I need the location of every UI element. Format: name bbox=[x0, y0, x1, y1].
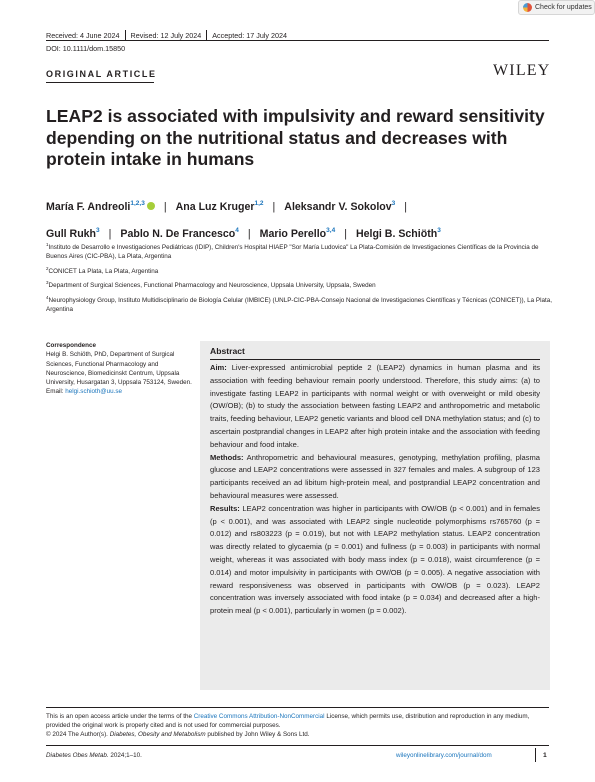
page-number: 1 bbox=[543, 752, 547, 759]
author-affiliation-ref: 3,4 bbox=[326, 227, 336, 234]
author-name[interactable]: María F. Andreoli bbox=[46, 201, 131, 213]
header-rule bbox=[46, 40, 549, 41]
publisher-logo: WILEY bbox=[493, 62, 551, 79]
author-affiliation-ref: 3 bbox=[391, 200, 396, 207]
footer-rule bbox=[46, 707, 549, 708]
check-for-updates-label: Check for updates bbox=[535, 4, 592, 11]
author-name[interactable]: Ana Luz Kruger bbox=[175, 201, 255, 213]
license-link[interactable]: Creative Commons Attribution-NonCommercial bbox=[193, 713, 325, 720]
author-affiliation-ref: 1,2 bbox=[254, 200, 264, 207]
abstract-heading: Abstract bbox=[210, 346, 245, 356]
license-notice: This is an open access article under the terms of the Creative Commons Attribution-NonCommercial License, which permits use, distribution and reproduction in any medium, provided the original work is properly cited and is not used for commercial purposes. © 2024 The Author(s). Diabetes, Obesity and Metabolism published by John Wiley & Sons Ltd. bbox=[46, 713, 530, 739]
email-link[interactable]: helgi.schioth@uu.se bbox=[65, 388, 123, 396]
correspondence-heading: Correspondence bbox=[46, 342, 97, 349]
article-type: ORIGINAL ARTICLE bbox=[46, 69, 157, 79]
divider bbox=[535, 748, 536, 762]
abstract-results: Results: LEAP2 concentration was higher in participants with OW/OB (p < 0.001) and in females (p < 0.001), and was associated with LEAP2 single nucleotide polymorphisms rs765760 (p = 0.012) and rs803223 (p = 0.019), but not with LEAP2 methylation status. LEAP2 concentration was directly related to glycaemia (p = 0.001) and fullness (p = 0.003) in participants with normal weight, whereas it was associated with body mass index (p = 0.018), waist circumference (p = 0.014) and motor impulsivity in participants with OW/OB (p = 0.005). A negative association with reward responsiveness was observed in participants with OW/OB (p = 0.023). LEAP2 concentration was inversely associated with food intake (p = 0.034) and decreased after a high-protein meal (p < 0.001), particularly in women (p = 0.002). bbox=[210, 503, 540, 616]
author-name[interactable]: Helgi B. Schiöth bbox=[355, 228, 438, 240]
doi[interactable]: DOI: 10.1111/dom.15850 bbox=[46, 44, 126, 53]
author-affiliation-ref: 3 bbox=[96, 227, 100, 234]
received-date: Received: 4 June 2024 bbox=[46, 31, 120, 40]
abstract-methods: Methods: Anthropometric and behavioural measures, genotyping, methylation profiling, plasma glucose and LEAP2 concentrations were assessed in 327 females and males. A subgroup of 123 participants received an ad libitum high-protein meal, and postprandial LEAP2 concentration and behavioural measures were assessed. bbox=[210, 452, 540, 500]
affiliation: $^2$CONICET La Plata, La Plata, Argentina bbox=[46, 266, 159, 275]
author-affiliation-ref: 4 bbox=[235, 227, 239, 234]
article-title: LEAP2 is associated with impulsivity and reward sensitivity depending on the nutritional status and decreases with protein intake in humans bbox=[46, 106, 545, 169]
author-name[interactable]: Aleksandr V. Sokolov bbox=[284, 201, 392, 213]
author-name[interactable]: Pablo N. De Francesco bbox=[120, 228, 236, 240]
author-list: María F. Andreoli$^{1,2,3}$ | Ana Luz Kruger$^{1,2}$ | Aleksandr V. Sokolov$^3$ | Gull Rukh$^3$ | Pablo N. De Francesco$^4$ | Mario Perello$^{3,4}$ | Helgi B. Schiöth$^3$ bbox=[46, 200, 441, 240]
footer-rule bbox=[46, 745, 549, 746]
citation: Diabetes Obes Metab. 2024;1–10. bbox=[46, 752, 142, 759]
journal-url[interactable]: wileyonlinelibrary.com/journal/dom bbox=[396, 752, 492, 759]
correspondence-body: Helgi B. Schiöth, PhD, Department of Surgical Sciences, Functional Pharmacology and Neuroscience, Biomedicinskt Centrum, Uppsala University, Husargatan 3, Uppsala 753124, Sweden. bbox=[46, 351, 192, 387]
revised-date: Revised: 12 July 2024 bbox=[130, 31, 202, 40]
author-name[interactable]: Mario Perello bbox=[259, 228, 327, 240]
abstract-rule bbox=[210, 359, 540, 360]
orcid-icon[interactable] bbox=[147, 202, 155, 210]
abstract-body bbox=[210, 362, 540, 618]
article-type-rule bbox=[46, 82, 154, 83]
correspondence bbox=[46, 341, 194, 397]
crossmark-icon bbox=[523, 3, 532, 12]
check-for-updates-button[interactable] bbox=[518, 0, 595, 15]
author-affiliation-ref: 3 bbox=[437, 227, 441, 234]
affiliation: $^1$Instituto de Desarrollo e Investigaciones Pediátricas (IDIP), Children's Hospital HIAEP "Sor María Ludovica" La Plata-Comisión de Investigaciones Científicas de la Provincia de Buenos Aires (CIC-PBA), La Plata, Argentina bbox=[46, 242, 539, 261]
author-name[interactable]: Gull Rukh bbox=[46, 228, 97, 240]
affiliation: $^4$Neurophysiology Group, Instituto Multidisciplinario de Biología Celular (IMBICE) (UNLP-CIC-PBA-Consejo Nacional de Investigaciones Científicas y Técnicas (CONICET)), La Plata, Argentina bbox=[46, 295, 553, 314]
abstract-aim: Aim: Liver-expressed antimicrobial peptide 2 (LEAP2) dynamics in human plasma and its association with feeding behaviour remain poorly understood. Therefore, this study aims: (a) to investigate fasting LEAP2 in participants with normal weight or with overweight or mild obesity (OW/OB); (b) to study the association between fasting LEAP2 and anthropometric and metabolic traits, feeding behaviour, LEAP2 genetic variants and blood cell DNA methylation status; and (c) to ascertain postprandial changes in LEAP2 after high protein intake and the association with feeding behaviour and food intake. bbox=[210, 363, 540, 449]
affiliation: $^3$Department of Surgical Sciences, Functional Pharmacology and Neuroscience, Uppsala University, Uppsala, Sweden bbox=[46, 280, 376, 289]
email-label: Email: bbox=[46, 388, 66, 396]
accepted-date: Accepted: 17 July 2024 bbox=[212, 31, 287, 40]
author-affiliation-ref: 1,2,3 bbox=[130, 200, 145, 207]
